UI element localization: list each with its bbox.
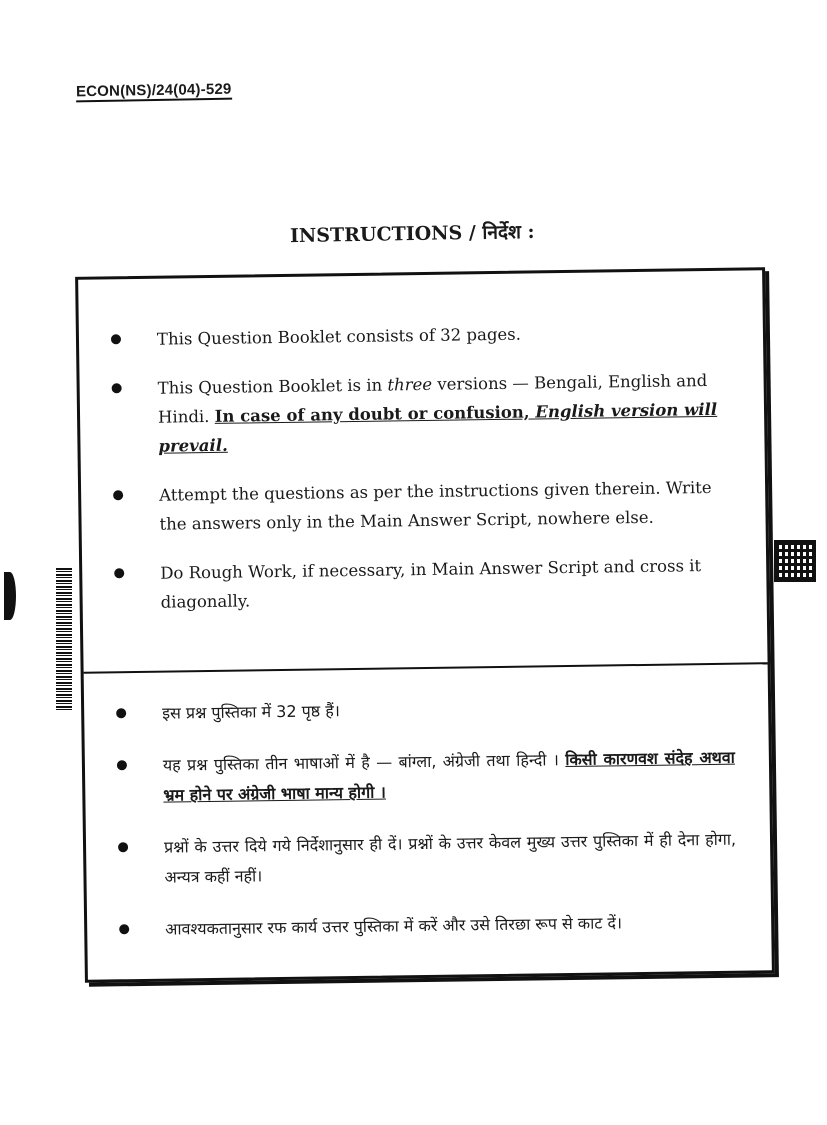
qr-code	[776, 542, 814, 580]
instruction-item-hi-2: यह प्रश्न पुस्तिका तीन भाषाओं में है — बांग्ला, अंग्रेजी तथा हिन्दी । किसी कारणवश संदेह अथवा भ्रम होने पर अंग्रेजी भाषा मान्य होगी ।	[85, 742, 770, 812]
instruction-item-en-1: This Question Booklet consists of 32 pages.	[79, 316, 763, 355]
instruction-item-hi-3: प्रश्नों के उत्तर दिये गये निर्देशानुसार ही दें। प्रश्नों के उत्तर केवल मुख्य उत्तर पुस्तिका में ही देना होगा, अन्यत्र कहीं नहीं।	[86, 824, 771, 894]
emphasis-text: किसी कारणवश संदेह अथवा भ्रम होने पर अंग्रेजी भाषा मान्य होगी ।	[163, 747, 736, 805]
barcode-strip	[56, 568, 72, 712]
instruction-item-en-3: Attempt the questions as per the instructions given therein. Write the answers only in the Main Answer Script, nowhere else.	[81, 472, 766, 540]
instructions-heading: INSTRUCTIONS / निर्देश :	[289, 220, 535, 248]
bullet-icon	[116, 708, 126, 718]
hindi-instructions	[84, 690, 772, 968]
instruction-item-en-4: Do Rough Work, if necessary, in Main Answer Script and cross it diagonally.	[82, 550, 767, 618]
bullet-icon	[112, 383, 122, 393]
bullet-icon	[118, 842, 128, 852]
bullet-icon	[113, 490, 123, 500]
emphasis-text-italic: English version will prevail.	[158, 399, 718, 456]
bullet-icon	[111, 334, 121, 344]
instruction-item-hi-1: इस प्रश्न पुस्तिका में 32 पृष्ठ हैं।	[84, 690, 768, 730]
bullet-icon	[117, 760, 127, 770]
emphasis-text: In case of any doubt or confusion,	[214, 402, 536, 426]
bullet-icon	[114, 568, 124, 578]
instruction-item-hi-4: आवश्यकतानुसार रफ कार्य उत्तर पुस्तिका में करें और उसे तिरछा रूप से काट दें।	[87, 906, 771, 946]
instruction-item-en-2: This Question Booklet is in three versions — Bengali, English and Hindi. In case of any doubt or confusion, English version will prevail.	[79, 365, 764, 462]
bullet-icon	[119, 924, 129, 934]
punch-hole-mark	[4, 572, 16, 620]
english-instructions	[79, 316, 767, 638]
paper-code: ECON(NS)/24(04)-529	[75, 80, 232, 101]
instructions-box	[75, 267, 775, 983]
section-divider	[84, 662, 768, 674]
